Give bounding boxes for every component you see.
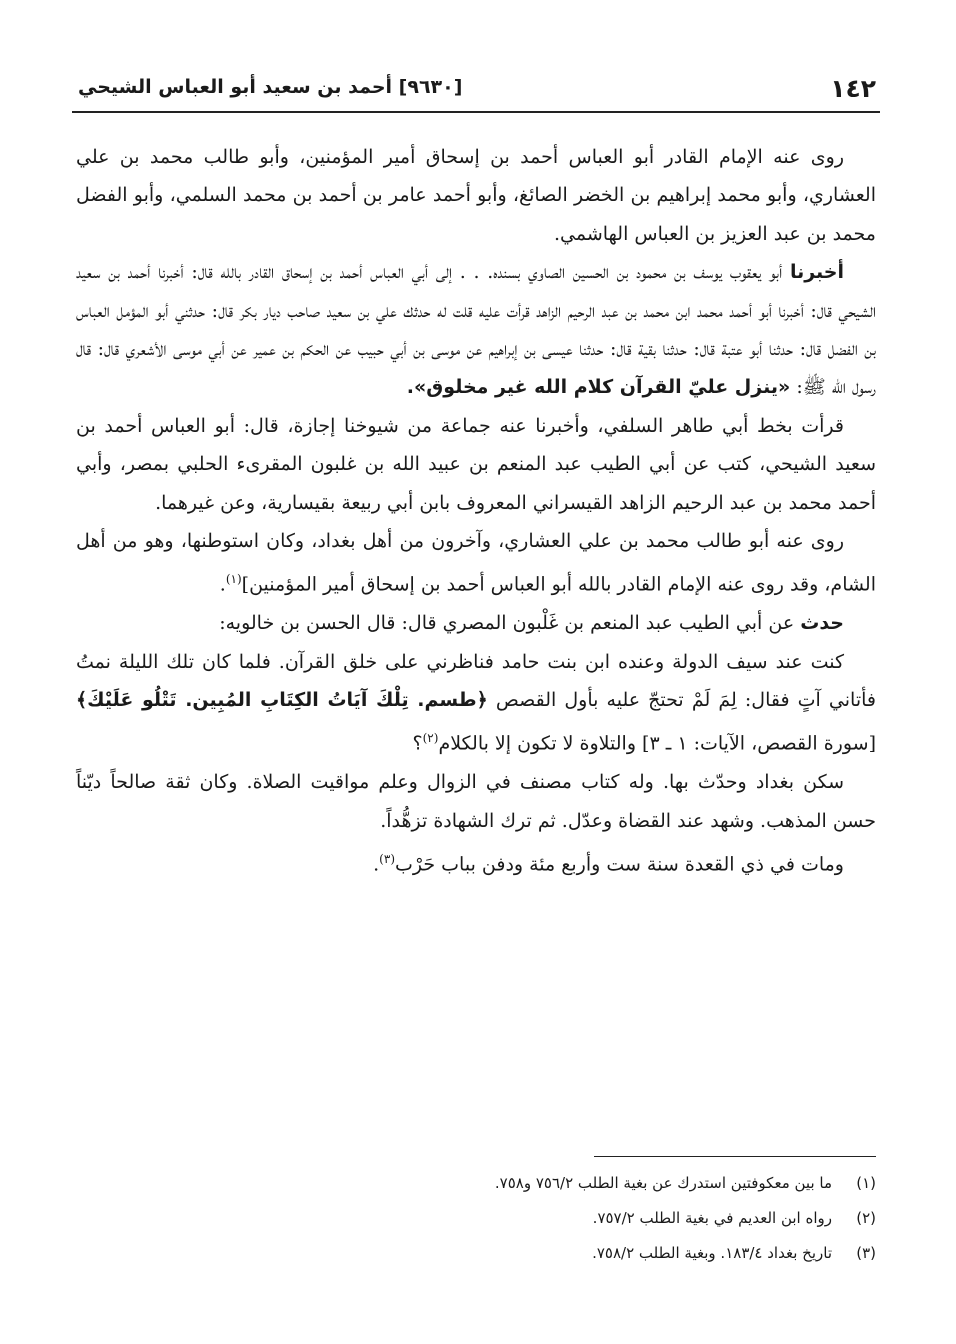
- paragraph-text: أبو يعقوب يوسف بن محمود بن الحسين الصاوي بسنده. . . إلى أبي العباس أحمد بن إسحاق القادر بالله قال: أخبرنا أحمد بن سعيد الشيحي قال: أخبرنا أبو أحمد محمد ابن محمد بن عبد الرحيم الزاهد قرأت عليه قلت له حدثك علي بن سعيد صاحب ديار بكر قال: حدثني أبو المؤمل العباس بن الفضل قال: حدثنا أبو عتبة قال: حدثنا بقية قال: حدثنا عيسى بن إبراهيم عن موسى بن أبي حبيب عن الحكم بن عمير عن أبي موسى الأشعري قال: قال رسول الله ﷺ:: [76, 261, 876, 399]
- paragraph-text: كنت عند سيف الدولة وعنده ابن بنت حامد فناظرني على خلق القرآن. فلما كان تلك الليلة نمتُ فأتاني آتٍ فقال: لِمَ لَمْ تحتجّ عليه بأول القصص: [76, 650, 877, 712]
- footnote-ref[interactable]: (١): [225, 572, 242, 587]
- paragraph-text: سكن بغداد وحدّث بها. وله كتاب مصنف في الزوال وعلم مواقيت الصلاة. وكان ثقة صالحاً ديّناً حسن المذهب. وشهد عند القضاة وعدّل. ثم ترك الشهادة تزهُّداً.: [76, 771, 876, 832]
- footnote-number: (٢): [856, 1209, 876, 1227]
- paragraph: [76, 763, 876, 840]
- running-title: [٩٦٣٠] أحمد بن سعيد أبو العباس الشيحي: [78, 76, 463, 98]
- paragraph: [76, 407, 876, 522]
- footnote-number: (١): [856, 1174, 876, 1192]
- footnote: [200, 1201, 876, 1236]
- paragraph: [76, 522, 876, 604]
- paragraph: [76, 604, 876, 642]
- paragraph-text: .: [373, 853, 380, 876]
- paragraph-text: روى عنه الإمام القادر أبو العباس أحمد بن إسحاق أمير المؤمنين، وأبو طالب محمد بن علي العشاري، وأبو محمد إبراهيم بن الخضر الصائغ، وأبو أحمد عامر بن أحمد بن محمد السلمي، وأبو الفضل محمد بن عبد العزيز بن العباس الهاشمي.: [76, 146, 876, 245]
- footnote: [200, 1236, 876, 1271]
- footnote-number: (٣): [856, 1244, 876, 1262]
- footnote-text: ما بين معكوفتين استدرك عن بغية الطلب ٧٥٦/٢ و٧٥٨.: [494, 1174, 832, 1192]
- lead-word: أخبرنا: [789, 261, 845, 284]
- footnote-rule: [594, 1156, 876, 1157]
- paragraph-text: ومات في ذي القعدة سنة ست وأربع مئة ودفن بباب حَرْب: [395, 853, 844, 876]
- footnote-ref[interactable]: (٣): [379, 851, 395, 866]
- paragraph-text: ؟: [412, 732, 423, 755]
- footnotes: [200, 1166, 876, 1271]
- paragraph: [76, 253, 876, 407]
- footnote-text: رواه ابن العديم في بغية الطلب ٧٥٧/٢.: [592, 1209, 832, 1227]
- paragraph-text: عن أبي الطيب عبد المنعم بن غَلْبون المصري قال: قال الحسن بن خالويه:: [219, 612, 795, 635]
- paragraph-text: [سورة القصص، الآيات: ١ ـ ٣] والتلاوة لا تكون إلا بالكلام: [438, 732, 876, 755]
- paragraph-text: .: [219, 573, 226, 596]
- header-rule: [72, 111, 880, 113]
- lead-word: حدث: [800, 612, 844, 635]
- page-header: [78, 74, 876, 114]
- footnote-ref[interactable]: (٢): [422, 731, 439, 746]
- quran-quote: ﴿طسم. تِلْكَ آيَاتُ الكِتَابِ المُبِين. تَتْلُو عَلَيْكَ﴾: [76, 689, 488, 712]
- footnote: [200, 1166, 876, 1201]
- body-text: [76, 138, 876, 884]
- hadith-quote: «ينزل عليّ القرآن كلام الله غير مخلوق».: [406, 376, 791, 399]
- page-number: ١٤٢: [830, 74, 876, 103]
- paragraph: [76, 840, 876, 884]
- paragraph: [76, 138, 876, 253]
- paragraph: [76, 643, 876, 764]
- paragraph-text: روى عنه أبو طالب محمد بن علي العشاري، وآخرون من أهل بغداد، وكان استوطنها، وهو من أهل الشام، وقد روى عنه الإمام القادر بالله أبو العباس أحمد بن إسحاق أمير المؤمنين]: [76, 530, 876, 596]
- footnote-text: تاريخ بغداد ١٨٣/٤. وبغية الطلب ٧٥٨/٢.: [592, 1244, 832, 1262]
- paragraph-text: قرأت بخط أبي طاهر السلفي، وأخبرنا عنه جماعة من شيوخنا إجازة، قال: أبو العباس أحمد بن سعيد الشيحي، كتب عن أبي الطيب عبد المنعم بن عبيد الله بن غلبون المقرىء الحلبي بمصر، وأبي أحمد محمد بن عبد الرحيم الزاهد القيسراني المعروف بابن أبي ربيعة بقيسارية، وعن غيرهما.: [76, 414, 876, 514]
